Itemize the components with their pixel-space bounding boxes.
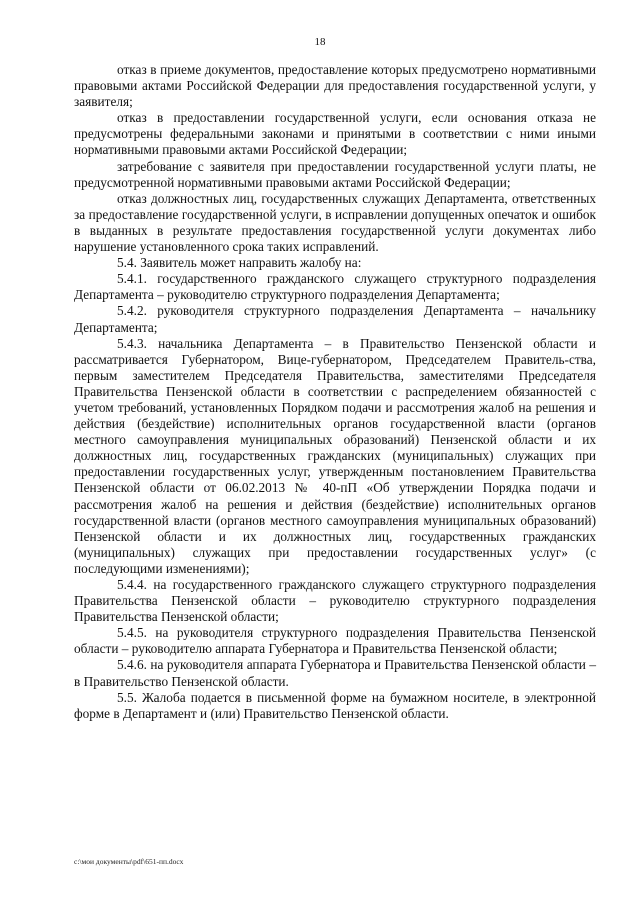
paragraph: затребование с заявителя при предоставлении государственной услуги платы, не предусмотренной нормативными правовыми актами Российской Федерации; [74, 158, 596, 190]
paragraph: 5.4.3. начальника Департамента – в Правительство Пензенской области и рассматривается Губернатором, Вице-губернатором, Председателем Правитель-ства, первым заместителем Председателя Правительства, заместителями Председателя Правительства Пензенской области в соответствии с распределением обязанностей с учетом требований, установленных Порядком подачи и рассмотрения жалоб на решения и действия (бездействие) исполнительных органов государственной власти (органов местного самоуправления муниципальных образований) Пензенской области и их должностных лиц, государственных гражданских (муниципальных) служащих при предоставлении государственных услуг, утвержденным постановлением Правительства Пензенской области от 06.02.2013 № 40-пП «Об утверждении Порядка подачи и рассмотрения жалоб на решения и действия (бездействие) исполнительных органов государственной власти (органов местного самоуправления муниципальных образований) Пензенской области и их должностных лиц, государственных гражданских (муниципальных) служащих при предоставлении государственных услуг» (с последующими изменениями); [74, 335, 596, 576]
paragraph: 5.4.5. на руководителя структурного подразделения Правительства Пензенской области – руководителю аппарата Губернатора и Правительства Пензенской области; [74, 625, 596, 657]
paragraph: отказ должностных лиц, государственных служащих Департамента, ответственных за предоставление государственной услуги, в исправлении допущенных опечаток и ошибок в выданных в результате предоставления государственной услуги документах либо нарушение установленного срока таких исправлений. [74, 190, 596, 255]
paragraph: 5.5. Жалоба подается в письменной форме на бумажном носителе, в электронной форме в Департамент и (или) Правительство Пензенской области. [74, 689, 596, 721]
paragraph: отказ в приеме документов, предоставление которых предусмотрено нормативными правовыми актами Российской Федерации для предоставления государственной услуги, у заявителя; [74, 62, 596, 110]
paragraph: 5.4.1. государственного гражданского служащего структурного подразделения Департамента – руководителю структурного подразделения Департамента; [74, 271, 596, 303]
page-number: 18 [314, 36, 326, 48]
paragraph: 5.4.4. на государственного гражданского служащего структурного подразделения Правительства Пензенской области – руководителю структурного подразделения Правительства Пензенской области; [74, 577, 596, 625]
document-body [74, 62, 596, 722]
footer-file-path: c:\мои документы\pdf\651-пп.docx [74, 857, 184, 866]
paragraph: 5.4.2. руководителя структурного подразделения Департамента – начальнику Департамента; [74, 303, 596, 335]
paragraph: 5.4. Заявитель может направить жалобу на: [117, 255, 362, 271]
paragraph: 5.4.6. на руководителя аппарата Губернатора и Правительства Пензенской области – в Правительство Пензенской области. [74, 657, 596, 689]
paragraph: отказ в предоставлении государственной услуги, если основания отказа не предусмотрены федеральными законами и принятыми в соответствии с ними иными нормативными правовыми актами Российской Федерации; [74, 110, 596, 158]
